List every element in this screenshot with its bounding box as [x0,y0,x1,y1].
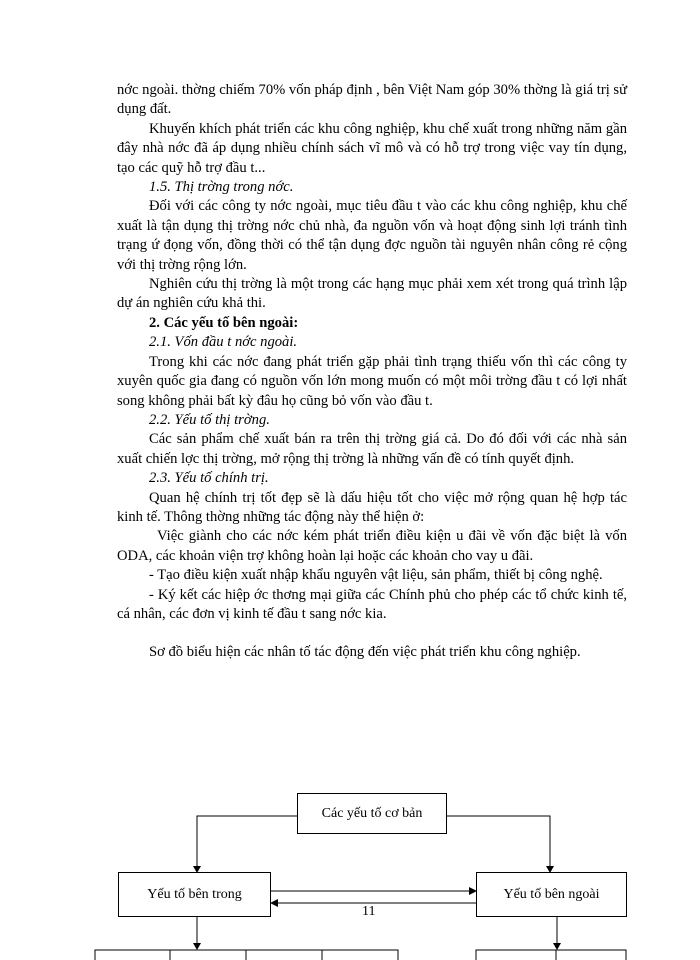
paragraph-diagram-caption: Sơ đồ biểu hiện các nhân tố tác động đến việc phát triển khu công nghiệp. [149,644,581,661]
connector-top-left [197,816,297,872]
paragraph-market: Các sản phẩm chế xuất bán ra trên thị trờng giá cả. Do đó đối với các nhà sản xuất chiến lợc thị trờng, mở rộng thị trờng là những vấn đề có tính quyết định. [117,431,627,467]
paragraph-politics: Quan hệ chính trị tốt đẹp sẽ là dấu hiệu tốt cho việc mở rộng quan hệ hợp tác kinh tế. Thông thờng những tác động này thể hiện ở: [117,489,627,525]
bottom-box-2 [170,950,246,960]
heading-1-5: 1.5. Thị trờng trong nớc. [149,179,294,196]
paragraph-trade-agreements: - Ký kết các hiệp ớc thơng mại giữa các Chính phủ cho phép các tổ chức kinh tế, cá nhân, các đơn vị kinh tế đầu t sang nớc kia. [117,586,627,622]
connector-top-right [447,816,550,872]
box-internal-factors-label: Yếu tố bên trong [147,886,242,902]
box-basic-factors [297,793,447,834]
bottom-box-1 [95,950,170,960]
box-internal-factors [118,872,271,917]
arrowhead-left-down [193,943,201,950]
box-external-factors-label: Yếu tố bên ngoài [503,886,600,902]
paragraph-market-research: Nghiên cứu thị trờng là một trong các hạng mục phải xem xét trong quá trình lập dự án nghiên cứu khả thi. [117,276,627,312]
page-number: 11 [362,904,376,919]
bottom-box-6 [556,950,626,960]
box-basic-factors-label: Các yếu tố cơ bản [321,805,423,821]
paragraph-import-export: - Tạo điều kiện xuất nhập khẩu nguyên vật liệu, sản phẩm, thiết bị công nghệ. [149,567,603,584]
paragraph-continuation: nớc ngoài. thờng chiếm 70% vốn pháp định , bên Việt Nam góp 30% thờng là giá trị sử dụng đất. [117,82,627,118]
heading-2-1: 2.1. Vốn đầu t nớc ngoài. [149,334,298,351]
bottom-box-3 [246,950,322,960]
bottom-box-4 [322,950,398,960]
paragraph-foreign-companies: Đối với các công ty nớc ngoài, mục tiêu đầu t vào các khu công nghiệp, khu chế xuất là tận dụng thị trờng nớc chủ nhà, đa nguồn vốn và hoạt động sinh lợi tránh tình trạng ứ đọng vốn, đồng thời có thể tận dụng đợc nguồn tài nguyên nhân công rẻ cộng với thị trờng rộng lớn. [117,198,627,273]
paragraph-incentives: Khuyến khích phát triển các khu công nghiệp, khu chế xuất trong những năm gần đây nhà nớc đã áp dụng nhiều chính sách vĩ mô và có hỗ trợ trong việc vay tín dụng, tạo các quỹ hỗ trợ đầu t... [117,120,627,176]
arrowhead-right-down [553,943,561,950]
heading-2-3: 2.3. Yếu tố chính trị. [149,470,269,487]
heading-2: 2. Các yếu tố bên ngoài: [149,314,299,331]
arrowhead-to-left [270,899,278,907]
paragraph-oda: Việc giành cho các nớc kém phát triển điều kiện u đãi về vốn đặc biệt là vốn ODA, các khoản viện trợ không hoàn lại hoặc các khoản cho vay u đãi. [117,528,627,564]
bottom-box-5 [476,950,556,960]
heading-2-2: 2.2. Yếu tố thị trờng. [149,411,270,428]
box-external-factors [476,872,627,917]
paragraph-capital: Trong khi các nớc đang phát triển gặp phải tình trạng thiếu vốn thì các công ty xuyên quốc gia đang có nguồn vốn lớn mong muốn có một môi trờng đầu t có lợi nhất song không phải bất kỳ đâu họ cũng bỏ vốn vào đầu t. [117,353,627,409]
